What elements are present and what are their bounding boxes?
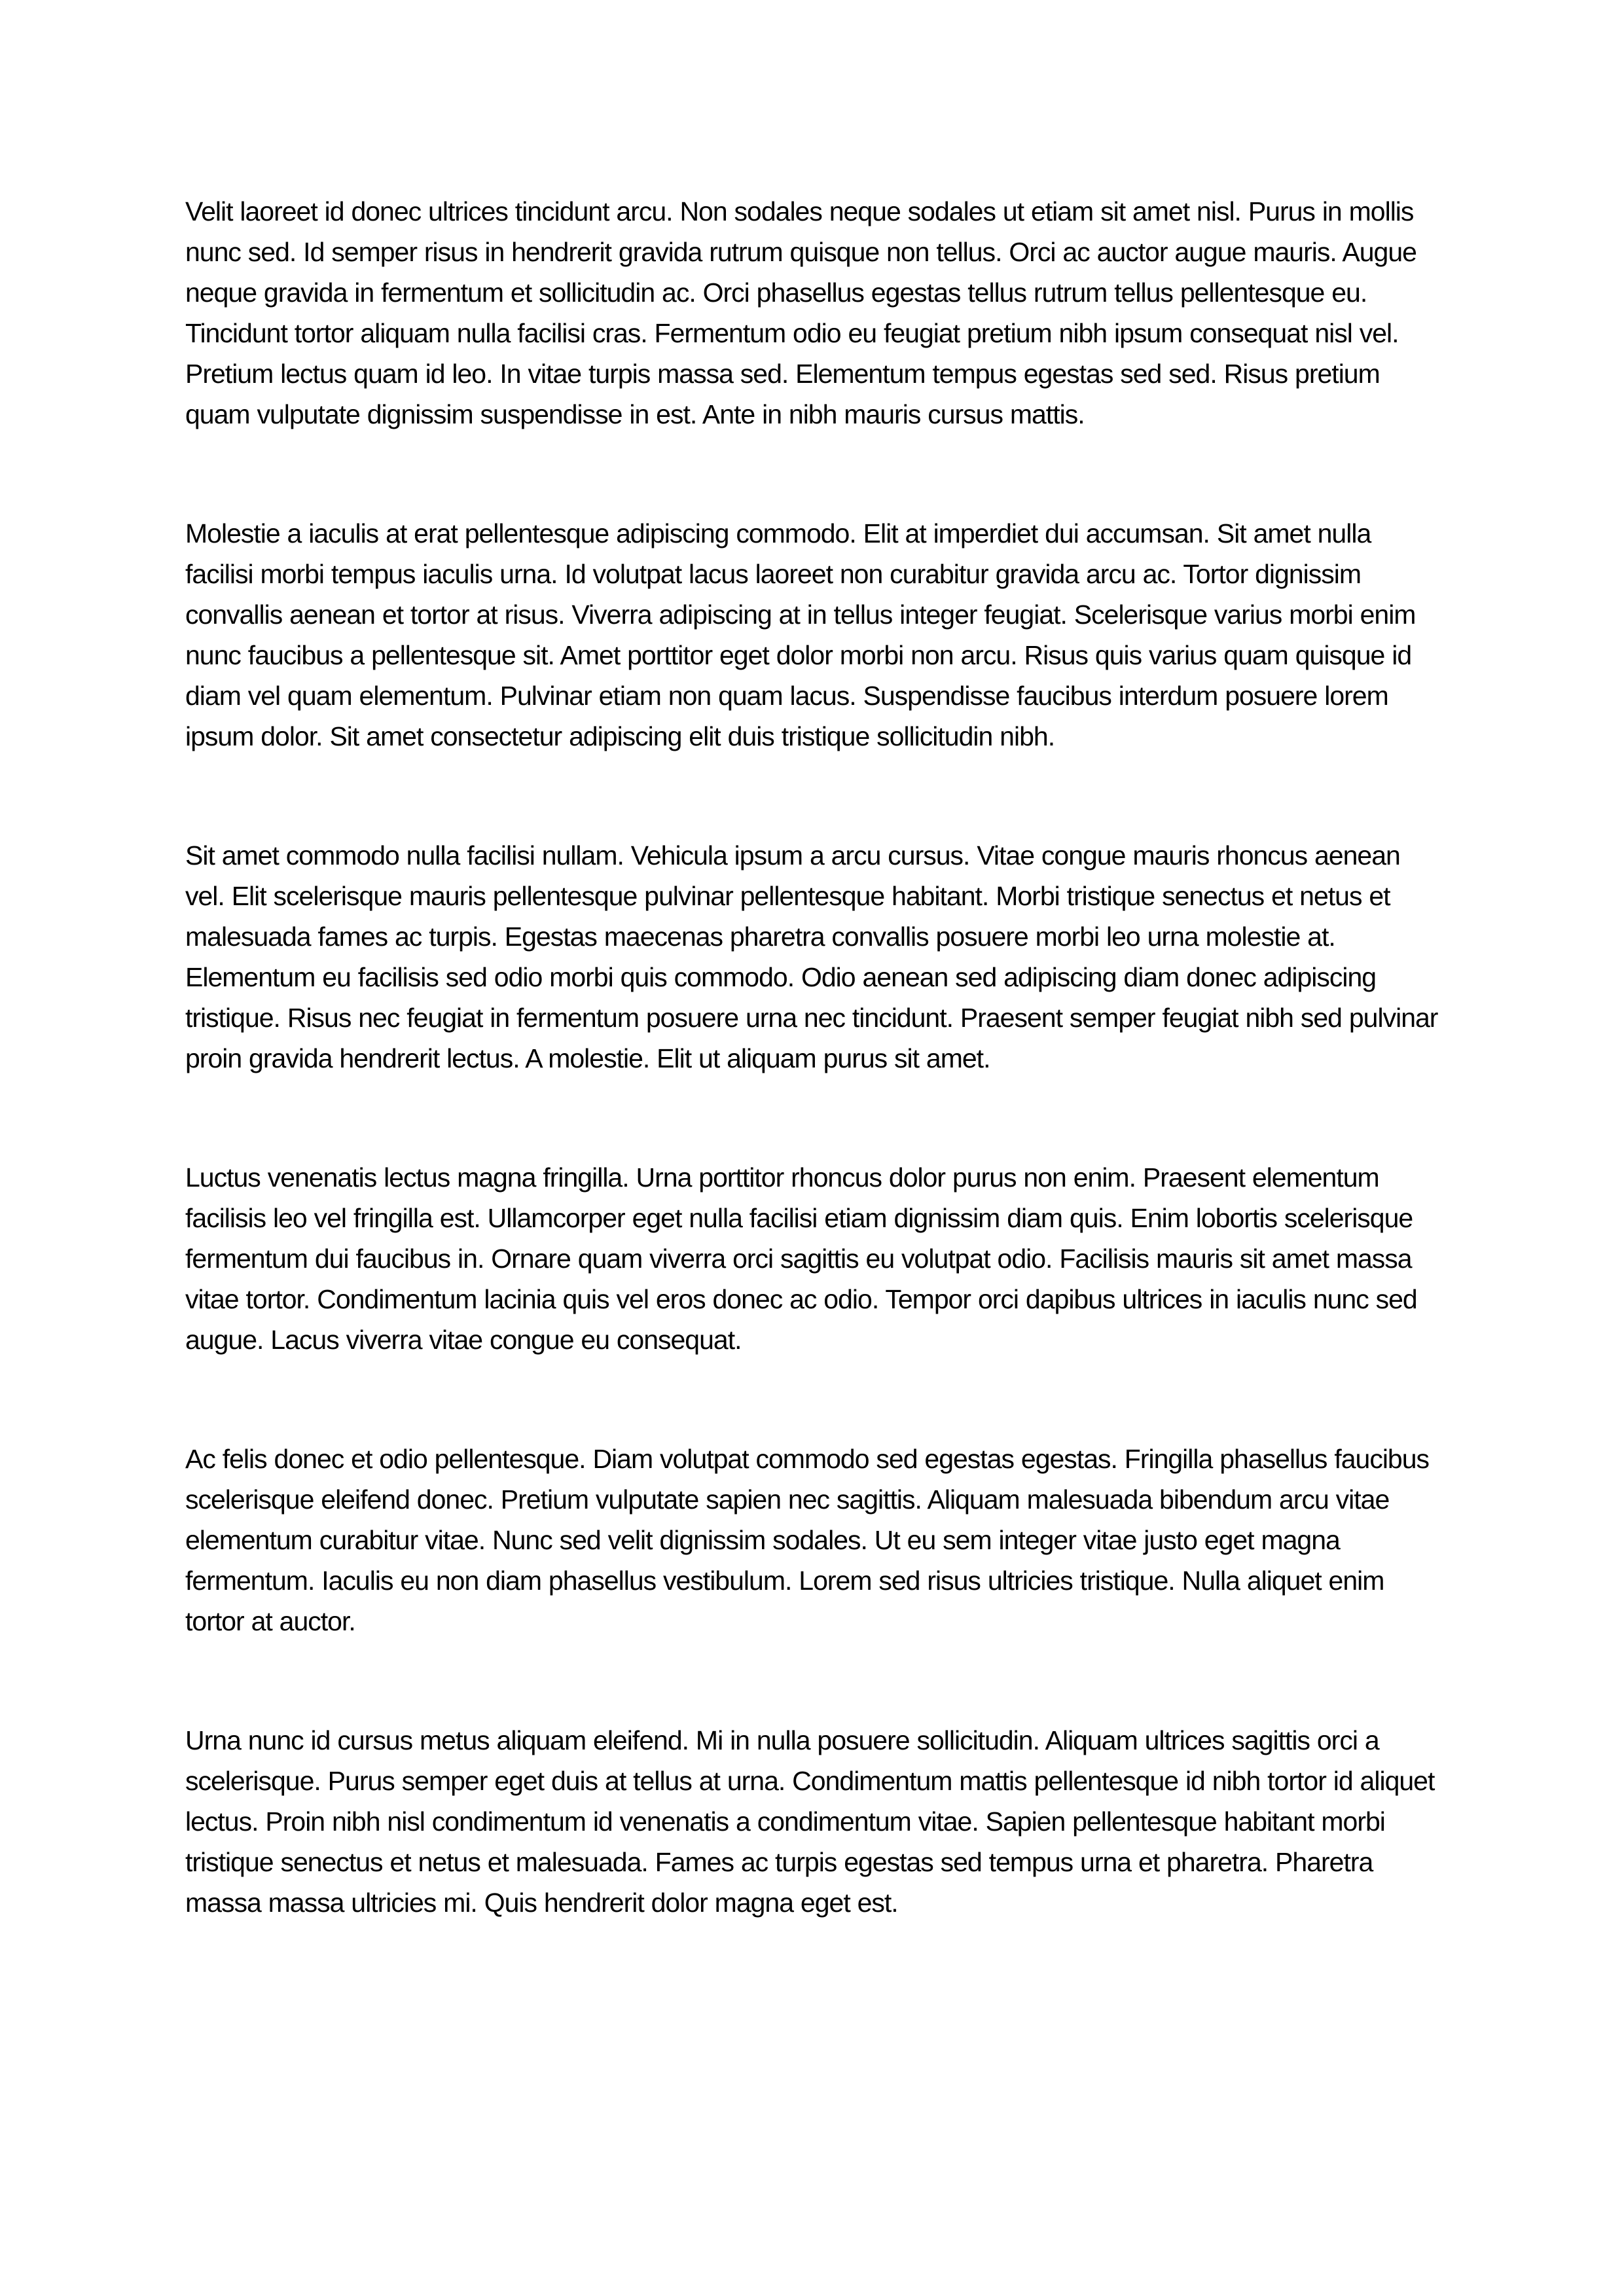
paragraph-6: Urna nunc id cursus metus aliquam eleifend. Mi in nulla posuere sollicitudin. Aliquam ultrices sagittis orci a scelerisque. Purus semper eget duis at tellus at urna. Condimentum mattis pellentesque id nibh tortor id aliquet lectus. Proin nibh nisl condimentum id venenatis a condimentum vitae. Sapien pellentesque habitant morbi tristique senectus et netus et malesuada. Fames ac turpis egestas sed tempus urna et pharetra. Pharetra massa massa ultricies mi. Quis hendrerit dolor magna eget est. [185, 1725, 1435, 1918]
paragraph-1: Velit laoreet id donec ultrices tincidunt arcu. Non sodales neque sodales ut etiam sit amet nisl. Purus in mollis nunc sed. Id semper risus in hendrerit gravida rutrum quisque non tellus. Orci ac auctor augue mauris. Augue neque gravida in fermentum et sollicitudin ac. Orci phasellus egestas tellus rutrum tellus pellentesque eu. Tincidunt tortor aliquam nulla facilisi cras. Fermentum odio eu feugiat pretium nibh ipsum consequat nisl vel. Pretium lectus quam id leo. In vitae turpis massa sed. Elementum tempus egestas sed sed. Risus pretium quam vulputate dignissim suspendisse in est. Ante in nibh mauris cursus mattis. [185, 196, 1416, 429]
paragraph-3: Sit amet commodo nulla facilisi nullam. Vehicula ipsum a arcu cursus. Vitae congue mauris rhoncus aenean vel. Elit scelerisque mauris pellentesque pulvinar pellentesque habitant. Morbi tristique senectus et netus et malesuada fames ac turpis. Egestas maecenas pharetra convallis posuere morbi leo urna molestie at. Elementum eu facilisis sed odio morbi quis commodo. Odio aenean sed adipiscing diam donec adipiscing tristique. Risus nec feugiat in fermentum posuere urna nec tincidunt. Praesent semper feugiat nibh sed pulvinar proin gravida hendrerit lectus. A molestie. Elit ut aliquam purus sit amet. [185, 840, 1438, 1073]
paragraph-4: Luctus venenatis lectus magna fringilla. Urna porttitor rhoncus dolor purus non enim. Praesent elementum facilisis leo vel fringilla est. Ullamcorper eget nulla facilisi etiam dignissim diam quis. Enim lobortis scelerisque fermentum dui faucibus in. Ornare quam viverra orci sagittis eu volutpat odio. Facilisis mauris sit amet massa vitae tortor. Condimentum lacinia quis vel eros donec ac odio. Tempor orci dapibus ultrices in iaculis nunc sed augue. Lacus viverra vitae congue eu consequat. [185, 1162, 1417, 1355]
paragraph-5: Ac felis donec et odio pellentesque. Diam volutpat commodo sed egestas egestas. Fringilla phasellus faucibus scelerisque eleifend donec. Pretium vulputate sapien nec sagittis. Aliquam malesuada bibendum arcu vitae elementum curabitur vitae. Nunc sed velit dignissim sodales. Ut eu sem integer vitae justo eget magna fermentum. Iaculis eu non diam phasellus vestibulum. Lorem sed risus ultricies tristique. Nulla aliquet enim tortor at auctor. [185, 1444, 1430, 1636]
paragraph-2: Molestie a iaculis at erat pellentesque adipiscing commodo. Elit at imperdiet dui accumsan. Sit amet nulla facilisi morbi tempus iaculis urna. Id volutpat lacus laoreet non curabitur gravida arcu ac. Tortor dignissim convallis aenean et tortor at risus. Viverra adipiscing at in tellus integer feugiat. Scelerisque varius morbi enim nunc faucibus a pellentesque sit. Amet porttitor eget dolor morbi non arcu. Risus quis varius quam quisque id diam vel quam elementum. Pulvinar etiam non quam lacus. Suspendisse faucibus interdum posuere lorem ipsum dolor. Sit amet consectetur adipiscing elit duis tristique sollicitudin nibh. [185, 518, 1416, 751]
